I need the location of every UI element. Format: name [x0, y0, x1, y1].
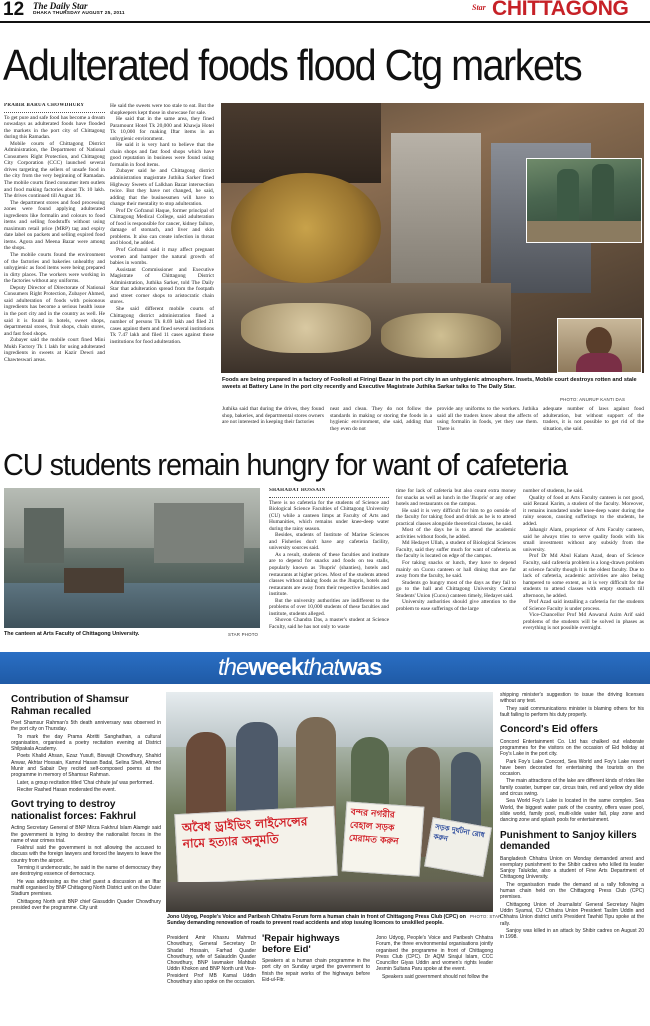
issue-date: DHAKA THURSDAY AUGUST 25, 2011	[33, 11, 125, 16]
canteen-photo-credit: STAR PHOTO	[228, 632, 259, 637]
story1-bottom-col-4: adequate number of laws against food adulteration, but without support of the traders, it is not possible to get rid of the situation, she said.	[543, 406, 644, 432]
inset-photo-mobile-court	[526, 158, 642, 243]
human-chain-photo-credit: PHOTO: STAR	[470, 914, 502, 919]
week-story-repair-title: 'Repair highways before Eid'	[262, 933, 340, 955]
page-header	[0, 0, 650, 22]
week-middle-col-2: 'Repair highways before Eid' Speakers at a human chain programme in the port city on Sunday urged the government to finish the repair works of the highways before Eid-ul-Fitr.	[262, 933, 370, 983]
inset-photo-magistrate	[557, 318, 642, 373]
section-title: CHITTAGONG	[492, 0, 629, 20]
story2-column-3: number of students, he said. Quality of food at Arts Faculty canteen is not good, said Rezaul Karim, a student of the faculty. Moreover, it remains inundated under knee-deep water during the rainy season, causing sufferings to the students, he added. Jahangir Alam, proprietor of Arts Faculty canteen, said he always tries to serve quality foods with his small investment without any subsidy from the university. Prof Dr Md Abul Kalam Azad, dean of Science Faculty, said cafeteria problem is a long-drawn problem at science faculty though it is the oldest faculty. Due to lack of cafeteria, academic activities are also being hampered to some extent, as it is very difficult for the students to attend classes with empty stomach till afternoon, he added. Prof Azad said installing a cafeteria for the students of Science Faculty is under process. Vice-Chancellor Prof Md Anwarul Azim Arif said problems of the students will be solved in phases as everything is not possible overnight.	[523, 488, 644, 632]
week-story-concord-title: Concord's Eid offers	[500, 724, 598, 736]
star-logo: Star	[472, 3, 486, 12]
protest-banner-2: বন্দর নগরীর বেহাল সড়ক মেরামত করুন	[342, 801, 425, 876]
story1-bottom-col-3: provide any uniforms to the workers. Juthika said all the traders know about the affects of using formalin in foods, yet they use them. There is	[437, 406, 538, 432]
week-story-fakhrul-title: Govt trying to destroy nationalist forces: Fakhrul	[11, 799, 137, 822]
story2-column-1: SHAHADAT HOSSAIN There is no cafeteria for the students of Science and Biological Science Faculties of Chittagong University (CU) while a canteen limps at Faculty of Arts and Humanities, which remains under knee-deep water during the rainy season. Besides, students of Institute of Marine Sciences and Fisheries don't have any cafeteria facility, university sources said. As a result, students of these faculties and institute are to depend for snacks and foods on tea stalls, popularly known as 'Jhupris' (shanties), hotels and restaurants at higher prices. Most of the students attend classes without taking foods as the Jhupris, hotels and restaurants are away from their respective faculties and institute. But the university authorities are indifferent to the problems of over 10,000 students of these faculties and institute, students alleged. Shovon Chandra Das, a master's student at Science Faculty, said he has not only to waste	[269, 488, 389, 630]
protest-banner-1: অবৈধ ড্রাইভিং লাইসেন্সের নামে হত্যার অনুমতি	[174, 806, 337, 884]
paper-name: The Daily Star	[33, 1, 88, 11]
week-middle-col-1: President Amir Khasru Mahmud Chowdhury, General Secretary Dr Shadat Hossain, Farhad Quader Chowdhury, wife of Salauddin Quader Chowdhury, BNP lawmaker Mahbub Uddin Khokon and BNP North unit Vice-President Prof MB Kamal Uddin Chowdhury also spoke on the occasion.	[167, 935, 256, 986]
week-left-column: Contribution of Shamsur Rahman recalled Poet Shamsur Rahman's 5th death anniversary was observed in the port city on Thursday. To mark the day Prama Abritti Sanghathan, a cultural organisation, organised a poetry recitation evening at District Shilpakala Academy. Poets Khalid Ahsan, Ezaz Yusufi, Biswajit Chowdhury, Shahid Anwar, Akhtar Hossain, Kamrul Hasan Badal, Selina Sheli, Ahmed Munir and Sabair Dey recited self-composed poems at the programme in memory of Shamsur Rahman. Later, a group recitation titled 'Chai chhute jai' was performed. Reciter Rashed Hasan moderated the event. Govt trying to destroy nationalist forces: Fakhrul Acting Secretary General of BNP Mirza Fakhrul Islam Alamgir said the government is trying to destroy the nationalist forces in the name of war crimes trial. Fakhrul said the government is not allowing the accused to discuss with the foreign lawyers and forced the lawyers to leave the country from the airport. Terming it undemocratic, he said in the name of democracy they are destroying essence of democracy. He was addressing as the chief guest a discussion at an Iftar mahfil organised by BNP Chittagong North District unit on the Outer Stadium premises. Chittagong North unit BNP chief Giasuddin Quader Chowdhury presided over the programme. City unit	[11, 694, 161, 911]
story1-byline: PRABIR BARUA CHOWDHURY	[4, 103, 105, 113]
headline-cu-students: CU students remain hungry for want of cafeteria	[3, 447, 568, 482]
week-that-was-banner	[0, 652, 650, 684]
week-story-shamsur-title: Contribution of Shamsur Rahman recalled	[11, 694, 129, 717]
story1-column-2: He said the sweets were too stale to eat. But the shopkeepers kept those in showcase for sale. He said that in the same area, they fined Paramount Hotel Tk 20,000 and Khawja Hotel Tk 10,000 for making Iftar items in an unhygienic environment. He said it is very hard to believe that the chain shops and fast food shops which have good reputation in business were found using formalin in food items. Zubayer said he and Chittagong district administration magistrate Juthika Sarker fined Highway Sweets of Lalkhan Bazar intersection twice. But they have not changed, he said, adding that the businessmen will have to change their mentality to stop adulteration. Prof Dr Gofranul Haque, former principal of Chittagong Medical College, said adulteration of food is responsible for cancer, kidney failure, damage of stomach, and liver and skin problems. It also can create infection in throat and blood, he added. Prof Gofranul said it may affect pregnant women and hamper the natural growth of babies in wombs. Assistant Commissioner and Executive Magistrate of Chittagong District Administration, Juthika Sarker, told The Daily Star that adulteration spread from the footpath and street corner shops to aristocratic chain stores. She said different mobile courts of Chittagong district administration fined a number of persons Tk 8.69 lakh and filed 21 cases against them and fined several institutions Tk 7.47 lakh and filed 11 cases against those institutions for food adulteration.	[110, 103, 214, 345]
header-rule	[0, 21, 650, 23]
factory-photo-credit: PHOTO: ANURUP KANTI DAS	[560, 397, 626, 402]
headline-adulterated-foods: Adulterated foods flood Ctg markets	[3, 41, 582, 90]
week-story-sanjoy-title: Punishment to Sanjoy killers demanded	[500, 829, 637, 853]
story2-byline: SHAHADAT HOSSAIN	[269, 488, 389, 498]
human-chain-photo-caption: Jono Udyog, People's Voice and Paribesh Chhatra Forum form a human chain in front of Chittagong Press Club (CPC) on Sunday demanding renovation of roads to prevent road accidents and stop issuing licences to unskilled people.	[167, 914, 466, 927]
story2-column-2: time for lack of cafeteria but also count extra money for snacks as well as lunch in the 'Jhupris' or any other hotels and restaurants on the campus. He said it is very difficult for him to go outside of the faculty for taking food and drink as he is to attend practical classes alongside theoretical classes, he said. Most of the days he is to attend the academic activities without foods, he added. Md Hedayet Ullah, a student of Biological Sciences Faculty, said they suffer much for want of cafeteria as the faculty is located on edge of the campus. For taking snacks or lunch, they have to depend mainly on Cucsu canteen or hall dining that are far away from the faculty, he said. Students go hungry most of the days as they fail to go to the hall and Chittagong University Central Students' Union (Cucsu) canteen timely, Hedayet said. University authorities should give attention to the problem to ease sufferings of the large	[396, 488, 516, 612]
banner-title: theweekthatwas	[218, 654, 382, 681]
week-middle-col-3: Jono Udyog, People's Voice and Paribesh Chhatra Forum, the three environmental organisations jointly organised the programme in front of Chittagong Press Club (CPC). Dr AQM Sirajul Islam, CCC Councillor Giyas Uddin and women's rights leader Jesmin Sultana Paru spoke at the event. Speakers said government should not follow the	[376, 935, 493, 980]
page-number: 12	[3, 0, 25, 20]
story1-bottom-col-1: Juthika said that during the drives, they found shop, bakeries, and departmental stores owners are not interested in keeping their factories	[222, 406, 324, 426]
human-chain-photo	[166, 692, 493, 912]
story1-bottom-col-2: neat and clean. They do not follow the standards in making or storing the foods in a hygienic environment, she said, adding that they even do not	[330, 406, 432, 432]
story1-column-1: PRABIR BARUA CHOWDHURY To get pure and safe food has become a dream nowadays as adulterated foods have flooded the markets in the port city of Chittagong during this Ramadan. Mobile courts of Chittagong District Administration, the Department of National Consumers Right Protection, and Chittagong City Corporation (CCC) launched several drives targeting the sellers of unsafe food in the city from the very beginning of Ramadan. The mobile courts fined consumer item outlets and food making factories about Tk 10 lakh. The drives continued till August 16. The department stores and food processing zones were found applying adulterated ingredients like formalin and colours to food items and selling foodstuffs without using maximum retail price (MRP) tag and expiry date label on packets and selling expired food items. Agora and Meena Bazar were among the shops. The mobile courts found the environment of the factories and bakeries unhealthy and unhygienic as food items were being prepared in dirty places. The workers were working in the factories without any uniforms. Deputy Director of Directorate of National Consumers Right Protection, Zubayer Ahmed, said adulteration of foods with poisonous ingredients has become a serious health issue in the port city and in the country as well. He said it is found in hotels, sweet shops, departmental stores, fruit shops, chain stores, and fast food shops. Zubayer said the mobile court fined Mini Mukh Factory Tk 1 lakh for using adulterated ingredients in sweets at Kazir Dewri and Chawteswari areas.	[4, 103, 105, 363]
factory-photo-caption: Foods are being prepared in a factory of Foolkoli at Firingi Bazar in the port city in an unhygienic atmosphere. Insets, Mobile court destroys rotten and stale sweets at Battery Lane in the port city recently and Executive Magistrate Juthika Sarkar talks to The Daily Star.	[222, 377, 637, 390]
canteen-photo-caption: The canteen at Arts Faculty of Chittagong University.	[4, 631, 140, 637]
canteen-photo	[4, 488, 260, 628]
protest-banner-3: সড়ক দুর্ঘটনা রোধ করুন	[424, 817, 492, 877]
week-right-column: shipping minister's suggestion to issue the driving licenses without any test. They said communications minister is blaming others for his fault failing to perform his duty properly. Concord's Eid offers Concord Entertainment Co. Ltd has chalked out elaborate programmes for the visitors on the occasion of Eid holiday at Foy's Lake in the port city. Park Foy's Lake Concord, Sea World and Foy's Lake resort have been decorated for entertaining the tourists on the occasion. The main attractions of the lake are different kinds of rides like family coaster, bumper car, circus train, red and yellow dry slide and circus swing. Sea World Foy's Lake is located in the same complex. Sea World, the biggest water park of the country, offers wave pool, slide world, family pool, multi-slide water fall, play zone and dancing zone and splash pools for entertainment. Punishment to Sanjoy killers demanded Bangladesh Chhatra Union on Monday demanded arrest and exemplary punishment to the Shibir cadres who killed its leader Sanjoy Talukdar, also a student of Fine Arts Department of Chittagong University. The organisation made the demand at a rally following a human chain held on the Chittagong Press Club (CPC) premises. Chittagong Union of Journalists' General Secretary Najim Uddin Syamal, CU Chhatra Union President Taslim Uddin and Chhatra Union district unit's President Tawhid Tipu spoke at the rally. Sanjoy was killed in an attack by Shibir cadres on August 20 in 1998.	[500, 692, 644, 941]
